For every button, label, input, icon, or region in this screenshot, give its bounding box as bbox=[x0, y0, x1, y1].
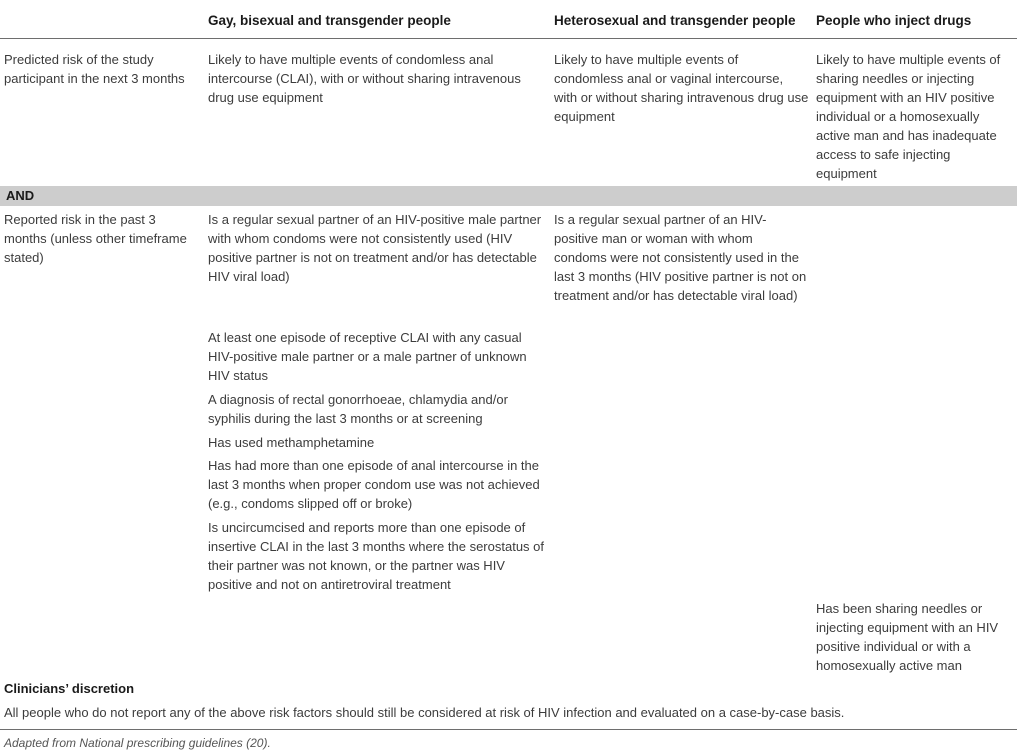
reported-gbt-item-1: Is a regular sexual partner of an HIV-positive male partner with whom condoms were not consistently used (HIV positive partner is not on treatment and/or has detectable HIV viral load) bbox=[208, 212, 542, 284]
bottom-rule bbox=[0, 729, 1017, 730]
discretion-text: All people who do not report any of the above risk factors should still be considered at risk of HIV infection and evaluated on a case-by-case basis. bbox=[4, 705, 845, 720]
predicted-pwid: Likely to have multiple events of sharing needles or injecting equipment with an HIV positive individual or a homosexually active man and has inadequate access to safe injecting equipment bbox=[816, 52, 1001, 181]
reported-gbt-item-6: Is uncircumcised and reports more than one episode of insertive CLAI in the last 3 months where the serostatus of their partner was not known, or the partner was HIV positive and not on antiretroviral treatment bbox=[208, 520, 545, 592]
and-band bbox=[0, 186, 1017, 206]
reported-hetero: Is a regular sexual partner of an HIV-positive man or woman with whom condoms were not consistently used in the last 3 months (HIV positive partner is not on treatment and/or has detectable viral load) bbox=[554, 212, 807, 303]
reported-label: Reported risk in the past 3 months (unless other timeframe stated) bbox=[4, 212, 187, 265]
reported-pwid: Has been sharing needles or injecting equipment with an HIV positive individual or with a homosexually active man bbox=[816, 601, 999, 673]
header-pwid: People who inject drugs bbox=[816, 13, 972, 28]
predicted-gbt: Likely to have multiple events of condomless anal intercourse (CLAI), with or without sharing intravenous drug use equipment bbox=[208, 52, 521, 105]
discretion-title: Clinicians’ discretion bbox=[4, 681, 135, 696]
footnote: Adapted from National prescribing guidelines (20). bbox=[4, 736, 271, 750]
and-label: AND bbox=[6, 188, 35, 203]
reported-gbt-item-4: Has used methamphetamine bbox=[208, 435, 375, 450]
header-hetero: Heterosexual and transgender people bbox=[554, 13, 796, 28]
header-rule bbox=[0, 38, 1017, 39]
predicted-hetero: Likely to have multiple events of condomless anal or vaginal intercourse, with or without sharing intravenous drug use equipment bbox=[554, 52, 809, 124]
reported-gbt-item-2: At least one episode of receptive CLAI with any casual HIV-positive male partner or a male partner of unknown HIV status bbox=[208, 330, 527, 383]
reported-gbt-item-3: A diagnosis of rectal gonorrhoeae, chlamydia and/or syphilis during the last 3 months or at screening bbox=[208, 392, 508, 426]
predicted-label: Predicted risk of the study participant in the next 3 months bbox=[4, 52, 185, 86]
reported-gbt-item-5: Has had more than one episode of anal intercourse in the last 3 months when proper condom use was not achieved (e.g., condoms slipped off or broke) bbox=[208, 458, 540, 511]
header-gbt: Gay, bisexual and transgender people bbox=[208, 13, 451, 28]
